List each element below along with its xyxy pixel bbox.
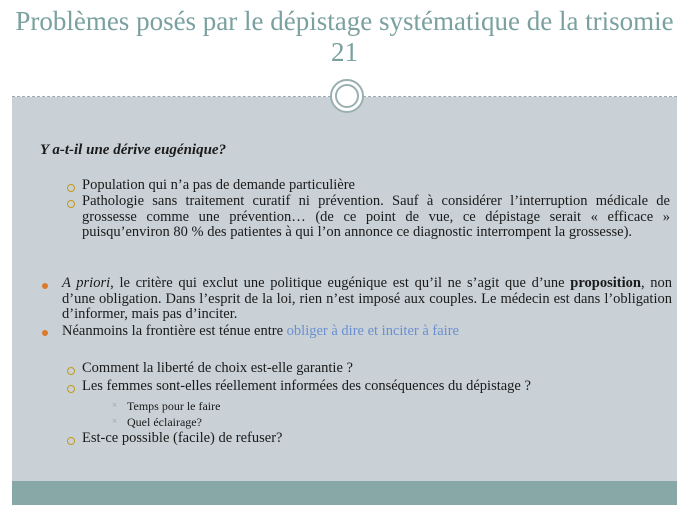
point-a-priori-text-b: , non d’une obligation. Dans l’esprit de la loi, rien n’est imposé aux couples. Le médecin est dans l’obligation d’informer, mais pas d’inciter. [62, 275, 673, 322]
proposition-text: proposition [570, 275, 641, 291]
circle-ornament-icon [330, 79, 364, 113]
footer-bar [12, 481, 677, 505]
x-bullet-icon: × [112, 400, 118, 410]
sub-item-liberte: Comment la liberté de choix est-elle garantie ? [82, 360, 353, 376]
dot-bullet-icon [42, 283, 48, 289]
point-a-priori-text-a: , le critère qui exclut une politique eugénique est qu’il ne s’agit que d’une [110, 275, 571, 291]
sub-item-pathologie: Pathologie sans traitement curatif ni prévention. Sauf à considérer l’interruption médicale de grossesse comme une prévention… (de ce point de vue, ce dépistage serait « efficace » puisqu’environ 80 % des patientes à qui l’on annonce ce diagnostic interrompent la grossesse). [82, 193, 670, 240]
a-priori-text: A priori [62, 275, 111, 291]
x-bullet-icon: × [112, 416, 118, 426]
circle-ornament-inner [335, 84, 359, 108]
point-neanmoins-text: Néanmoins la frontière est ténue entre [62, 323, 287, 339]
point-neanmoins [62, 324, 672, 340]
ring-bullet-icon [67, 385, 75, 393]
slide-title: Problèmes posés par le dépistage systématique de la trisomie 21 [15, 6, 674, 67]
slide-content [12, 97, 677, 481]
ring-bullet-icon [67, 184, 75, 192]
sub-item-informees: Les femmes sont-elles réellement informées des conséquences du dépistage ? [82, 378, 531, 394]
ring-bullet-icon [67, 367, 75, 375]
sub-sub-item-temps: Temps pour le faire [127, 399, 221, 413]
question-heading: Y a-t-il une dérive eugénique? [40, 142, 227, 158]
dot-bullet-icon [42, 330, 48, 336]
point-a-priori [62, 276, 672, 323]
slide [12, 0, 677, 505]
sub-item-refuser: Est-ce possible (facile) de refuser? [82, 430, 283, 446]
hyperlink-obliger[interactable]: obliger à dire et inciter à faire [286, 323, 459, 339]
ring-bullet-icon [67, 437, 75, 445]
ring-bullet-icon [67, 200, 75, 208]
sub-item-population: Population qui n’a pas de demande particulière [82, 177, 355, 193]
sub-sub-item-eclairage: Quel éclairage? [127, 415, 202, 429]
